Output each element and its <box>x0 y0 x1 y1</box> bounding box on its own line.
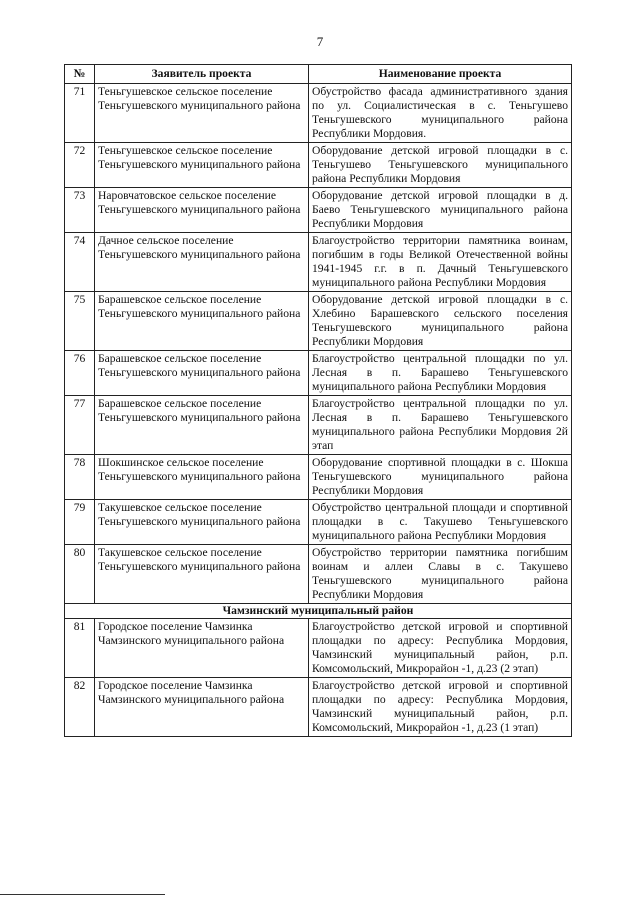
row-applicant: Дачное сельское поселение Теньгушевского муниципального района <box>95 233 309 292</box>
row-project: Благоустройство территории памятника воинам, погибшим в годы Великой Отечественной войны 1941-1945 г.г. в п. Дачный Теньгушевского муниципального района Республики Мордовия <box>309 233 572 292</box>
table-row <box>65 143 572 188</box>
page-number: 7 <box>316 34 324 49</box>
row-applicant: Такушевское сельское поселение Теньгушевского муниципального района <box>95 545 309 604</box>
row-applicant: Наровчатовское сельское поселение Теньгушевского муниципального района <box>95 188 309 233</box>
table-row <box>65 292 572 351</box>
projects-table <box>64 64 572 737</box>
table-row <box>65 233 572 292</box>
header-project: Наименование проекта <box>309 65 572 84</box>
row-project: Обустройство территории памятника погибшим воинам и аллеи Славы в с. Такушево Теньгушевского муниципального района Республики Мордовия <box>309 545 572 604</box>
table-row <box>65 396 572 455</box>
row-applicant: Барашевское сельское поселение Теньгушевского муниципального района <box>95 292 309 351</box>
table-row <box>65 545 572 604</box>
row-project: Благоустройство центральной площадки по ул. Лесная в п. Барашево Теньгушевского муниципального района Республики Мордовия <box>309 351 572 396</box>
table-body <box>65 84 572 737</box>
table-row <box>65 619 572 678</box>
row-number: 76 <box>65 351 95 396</box>
table-row <box>65 188 572 233</box>
section-title: Чамзинский муниципальный район <box>65 604 572 619</box>
table-header-row <box>65 65 572 84</box>
row-project: Оборудование детской игровой площадки в с. Теньгушево Теньгушевского муниципального района Республики Мордовия <box>309 143 572 188</box>
row-applicant: Такушевское сельское поселение Теньгушевского муниципального района <box>95 500 309 545</box>
table-row <box>65 455 572 500</box>
table-row <box>65 84 572 143</box>
table-row <box>65 500 572 545</box>
row-applicant: Теньгушевское сельское поселение Теньгушевского муниципального района <box>95 84 309 143</box>
row-project: Благоустройство детской игровой и спортивной площадки по адресу: Республика Мордовия, Чамзинский муниципальный район, р.п. Комсомольский, Микрорайон -1, д.23 (2 этап) <box>309 619 572 678</box>
row-applicant: Городское поселение Чамзинка Чамзинского муниципального района <box>95 619 309 678</box>
header-applicant: Заявитель проекта <box>95 65 309 84</box>
row-number: 81 <box>65 619 95 678</box>
row-number: 75 <box>65 292 95 351</box>
row-project: Обустройство центральной площади и спортивной площадки в с. Такушево Теньгушевского муниципального района Республики Мордовия <box>309 500 572 545</box>
header-number: № <box>65 65 95 84</box>
section-row <box>65 604 572 619</box>
table-row <box>65 678 572 737</box>
row-project: Оборудование детской игровой площадки в с. Хлебино Барашевского сельского поселения Теньгушевского муниципального района Республики Мордовия <box>309 292 572 351</box>
row-project: Благоустройство детской игровой и спортивной площадки по адресу: Республика Мордовия, Чамзинский муниципальный район, р.п. Комсомольский, Микрорайон -1, д.23 (1 этап) <box>309 678 572 737</box>
row-number: 82 <box>65 678 95 737</box>
footnote-divider <box>0 894 165 895</box>
table-row <box>65 351 572 396</box>
row-number: 79 <box>65 500 95 545</box>
row-project: Оборудование спортивной площадки в с. Шокша Теньгушевского муниципального района Республики Мордовия <box>309 455 572 500</box>
row-number: 78 <box>65 455 95 500</box>
row-number: 72 <box>65 143 95 188</box>
row-applicant: Шокшинское сельское поселение Теньгушевского муниципального района <box>95 455 309 500</box>
row-number: 80 <box>65 545 95 604</box>
row-project: Оборудование детской игровой площадки в д. Баево Теньгушевского муниципального района Республики Мордовия <box>309 188 572 233</box>
row-applicant: Барашевское сельское поселение Теньгушевского муниципального района <box>95 396 309 455</box>
row-number: 74 <box>65 233 95 292</box>
row-applicant: Теньгушевское сельское поселение Теньгушевского муниципального района <box>95 143 309 188</box>
row-number: 73 <box>65 188 95 233</box>
row-project: Благоустройство центральной площадки по ул. Лесная в п. Барашево Теньгушевского муниципального района Республики Мордовия 2й этап <box>309 396 572 455</box>
row-applicant: Городское поселение Чамзинка Чамзинского муниципального района <box>95 678 309 737</box>
row-project: Обустройство фасада административного здания по ул. Социалистическая в с. Теньгушево Теньгушевского муниципального района Республики Мордовия. <box>309 84 572 143</box>
row-number: 77 <box>65 396 95 455</box>
row-number: 71 <box>65 84 95 143</box>
row-applicant: Барашевское сельское поселение Теньгушевского муниципального района <box>95 351 309 396</box>
